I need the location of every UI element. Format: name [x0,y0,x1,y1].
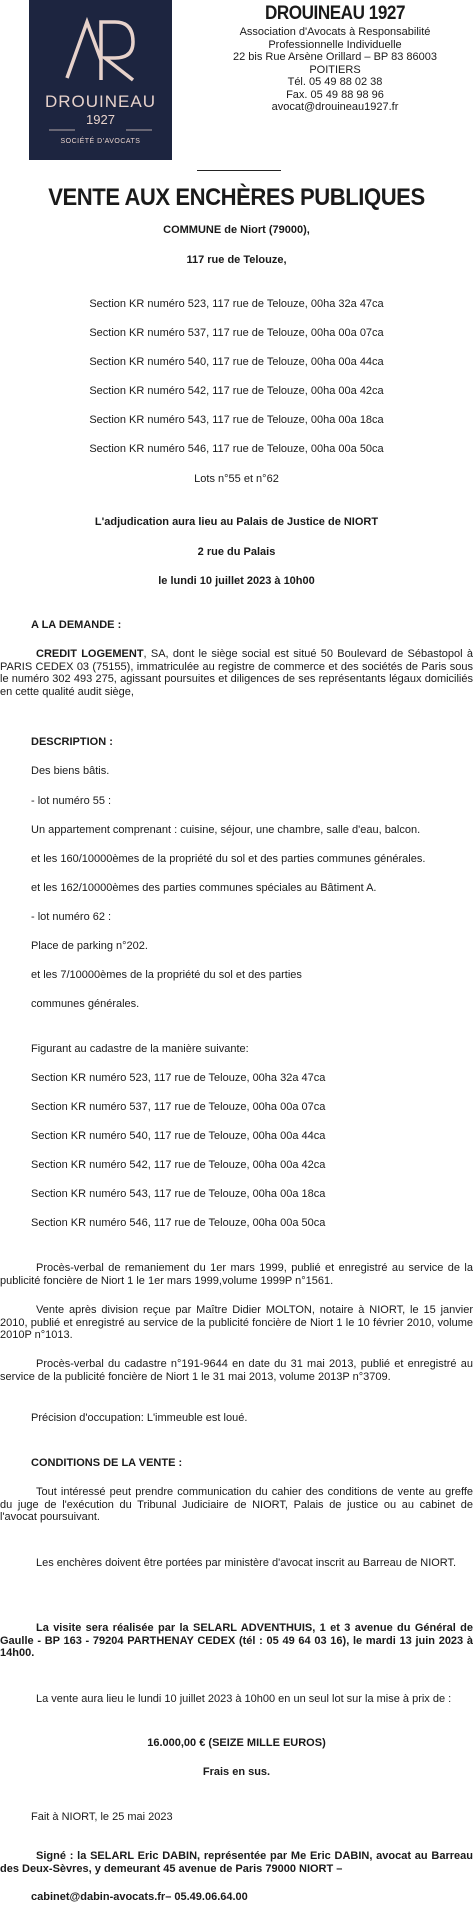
firm-name: DROUINEAU 1927 [264,3,406,24]
adjudication-address: 2 rue du Palais [197,546,276,558]
logo-brand: DROUINEAU [44,92,156,111]
conditions-heading: CONDITIONS DE LA VENTE : [31,1457,183,1469]
cadastre-paragraph: Procès-verbal du cadastre n°191-9644 en date du 31 mai 2013, publié et enregistré au service de la publicité foncière de Niort 1 le 31 mai 2013, volume 2013P n°3709. [0,1358,473,1383]
cadastre-intro: Figurant au cadastre de la manière suivante: [31,1043,249,1055]
creditor-name: CREDIT LOGEMENT [36,648,144,660]
cadastre-line: Section KR numéro 540, 117 rue de Telouze, 00ha 00a 44ca [31,1130,326,1142]
cadastre-line: Section KR numéro 542, 117 rue de Telouze, 00ha 00a 42ca [31,1159,326,1171]
section-line: Section KR numéro 537, 117 rue de Telouze, 00ha 00a 07ca [89,327,384,339]
cadastre-line: Section KR numéro 523, 117 rue de Telouze, 00ha 32a 47ca [31,1072,326,1084]
visite-paragraph: La visite sera réalisée par la SELARL ADVENTHUIS, 1 et 3 avenue du Général de Gaulle - BP 163 - 79204 PARTHENAY CEDEX (tél : 05 49 64 03 16), le mardi 13 juin 2023 à 14h00. [0,1622,473,1660]
adjudication-place: L'adjudication aura lieu au Palais de Justice de NIORT [94,516,379,528]
description-line: communes générales. [31,998,140,1010]
demande-heading: A LA DEMANDE : [31,619,122,631]
fait-a: Fait à NIORT, le 25 mai 2023 [31,1811,173,1823]
mise-a-prix: 16.000,00 € (SEIZE MILLE EUROS) [147,1737,326,1749]
lots: Lots n°55 et n°62 [194,473,279,485]
description-line: Un appartement comprenant : cuisine, séjour, une chambre, salle d'eau, balcon. [31,824,421,836]
encheres-paragraph: Les enchères doivent être portées par ministère d'avocat inscrit au Barreau de NIORT. [36,1557,457,1569]
description-heading: DESCRIPTION : [31,736,113,748]
document-title: VENTE AUX ENCHÈRES PUBLIQUES [48,184,425,211]
firm-email: avocat@drouineau1927.fr [271,101,399,113]
adjudication-date: le lundi 10 juillet 2023 à 10h00 [158,575,315,587]
divider [197,170,281,171]
description-line: - lot numéro 55 : [31,795,112,807]
signature: Signé : la SELARL Eric DABIN, représentée par Me Eric DABIN, avocat au Barreau des Deux-Sèvres, y demeurant 45 avenue de Paris 79000 NIORT – [0,1850,473,1875]
demande-text: , SA, dont le siège social est situé 50 Boulevard de Sébastopol à PARIS CEDEX 03 (75155), immatriculée au registre de commerce et des sociétés de Paris sous le numéro 302 493 275, agissant poursuites et diligences de ses représentants légaux domiciliés en cette qualité audit siège, [0,648,473,698]
section-line: Section KR numéro 523, 117 rue de Telouze, 00ha 32a 47ca [89,298,384,310]
description-line: Place de parking n°202. [31,940,148,952]
section-line: Section KR numéro 546, 117 rue de Telouze, 00ha 00a 50ca [89,443,384,455]
description-line: - lot numéro 62 : [31,911,112,923]
address: 117 rue de Telouze, [186,254,287,266]
division-paragraph: Vente après division reçue par Maître Didier MOLTON, notaire à NIORT, le 15 janvier 2010, publié et enregistré au service de la publicité foncière de Niort 1 le 10 février 2010, volume 2010P n°1013. [0,1304,473,1342]
firm-line: Association d'Avocats à Responsabilité [239,26,431,38]
section-line: Section KR numéro 543, 117 rue de Telouze, 00ha 00a 18ca [89,414,384,426]
section-line: Section KR numéro 542, 117 rue de Telouze, 00ha 00a 42ca [89,385,384,397]
frais: Frais en sus. [202,1766,271,1778]
firm-line: Tél. 05 49 88 02 38 [287,76,383,88]
logo-year: 1927 [86,112,115,127]
firm-info [200,2,470,114]
firm-logo [29,0,172,160]
description-line: Des biens bâtis. [31,765,110,777]
occupation: Précision d'occupation: L'immeuble est loué. [31,1412,248,1424]
conditions-paragraph: Tout intéressé peut prendre communication du cahier des conditions de vente au greffe du juge de l'exécution du Tribunal Judiciaire de NIORT, Palais de justice ou au cabinet de l'avocat poursuivant. [0,1486,473,1524]
vente-paragraph: La vente aura lieu le lundi 10 juillet 2023 à 10h00 en un seul lot sur la mise à prix de : [36,1693,452,1705]
cadastre-line: Section KR numéro 543, 117 rue de Telouze, 00ha 00a 18ca [31,1188,326,1200]
firm-line: POITIERS [309,63,361,76]
commune: COMMUNE de Niort (79000), [163,224,310,236]
contact: cabinet@dabin-avocats.fr– 05.49.06.64.00 [31,1891,248,1903]
logo-tagline: SOCIÉTÉ D'AVOCATS [60,138,141,145]
description-line: et les 7/10000èmes de la propriété du sol et des parties [31,969,302,981]
demande-paragraph [0,648,473,698]
firm-line: Professionnelle Individuelle [268,38,402,51]
remaniement-paragraph: Procès-verbal de remaniement du 1er mars 1999, publié et enregistré au service de la publicité foncière de Niort 1 le 1er mars 1999,volume 1999P n°1561. [0,1262,473,1287]
cadastre-line: Section KR numéro 537, 117 rue de Telouze, 00ha 00a 07ca [31,1101,326,1113]
cadastre-line: Section KR numéro 546, 117 rue de Telouze, 00ha 00a 50ca [31,1217,326,1229]
description-line: et les 160/10000èmes de la propriété du sol et des parties communes générales. [31,853,426,865]
section-line: Section KR numéro 540, 117 rue de Telouze, 00ha 00a 44ca [89,356,384,368]
monogram-icon [29,0,172,160]
description-line: et les 162/10000èmes des parties communes spéciales au Bâtiment A. [31,882,377,894]
firm-line: 22 bis Rue Arsène Orillard – BP 83 86003 [232,51,438,63]
firm-line: Fax. 05 49 88 98 96 [286,88,384,101]
